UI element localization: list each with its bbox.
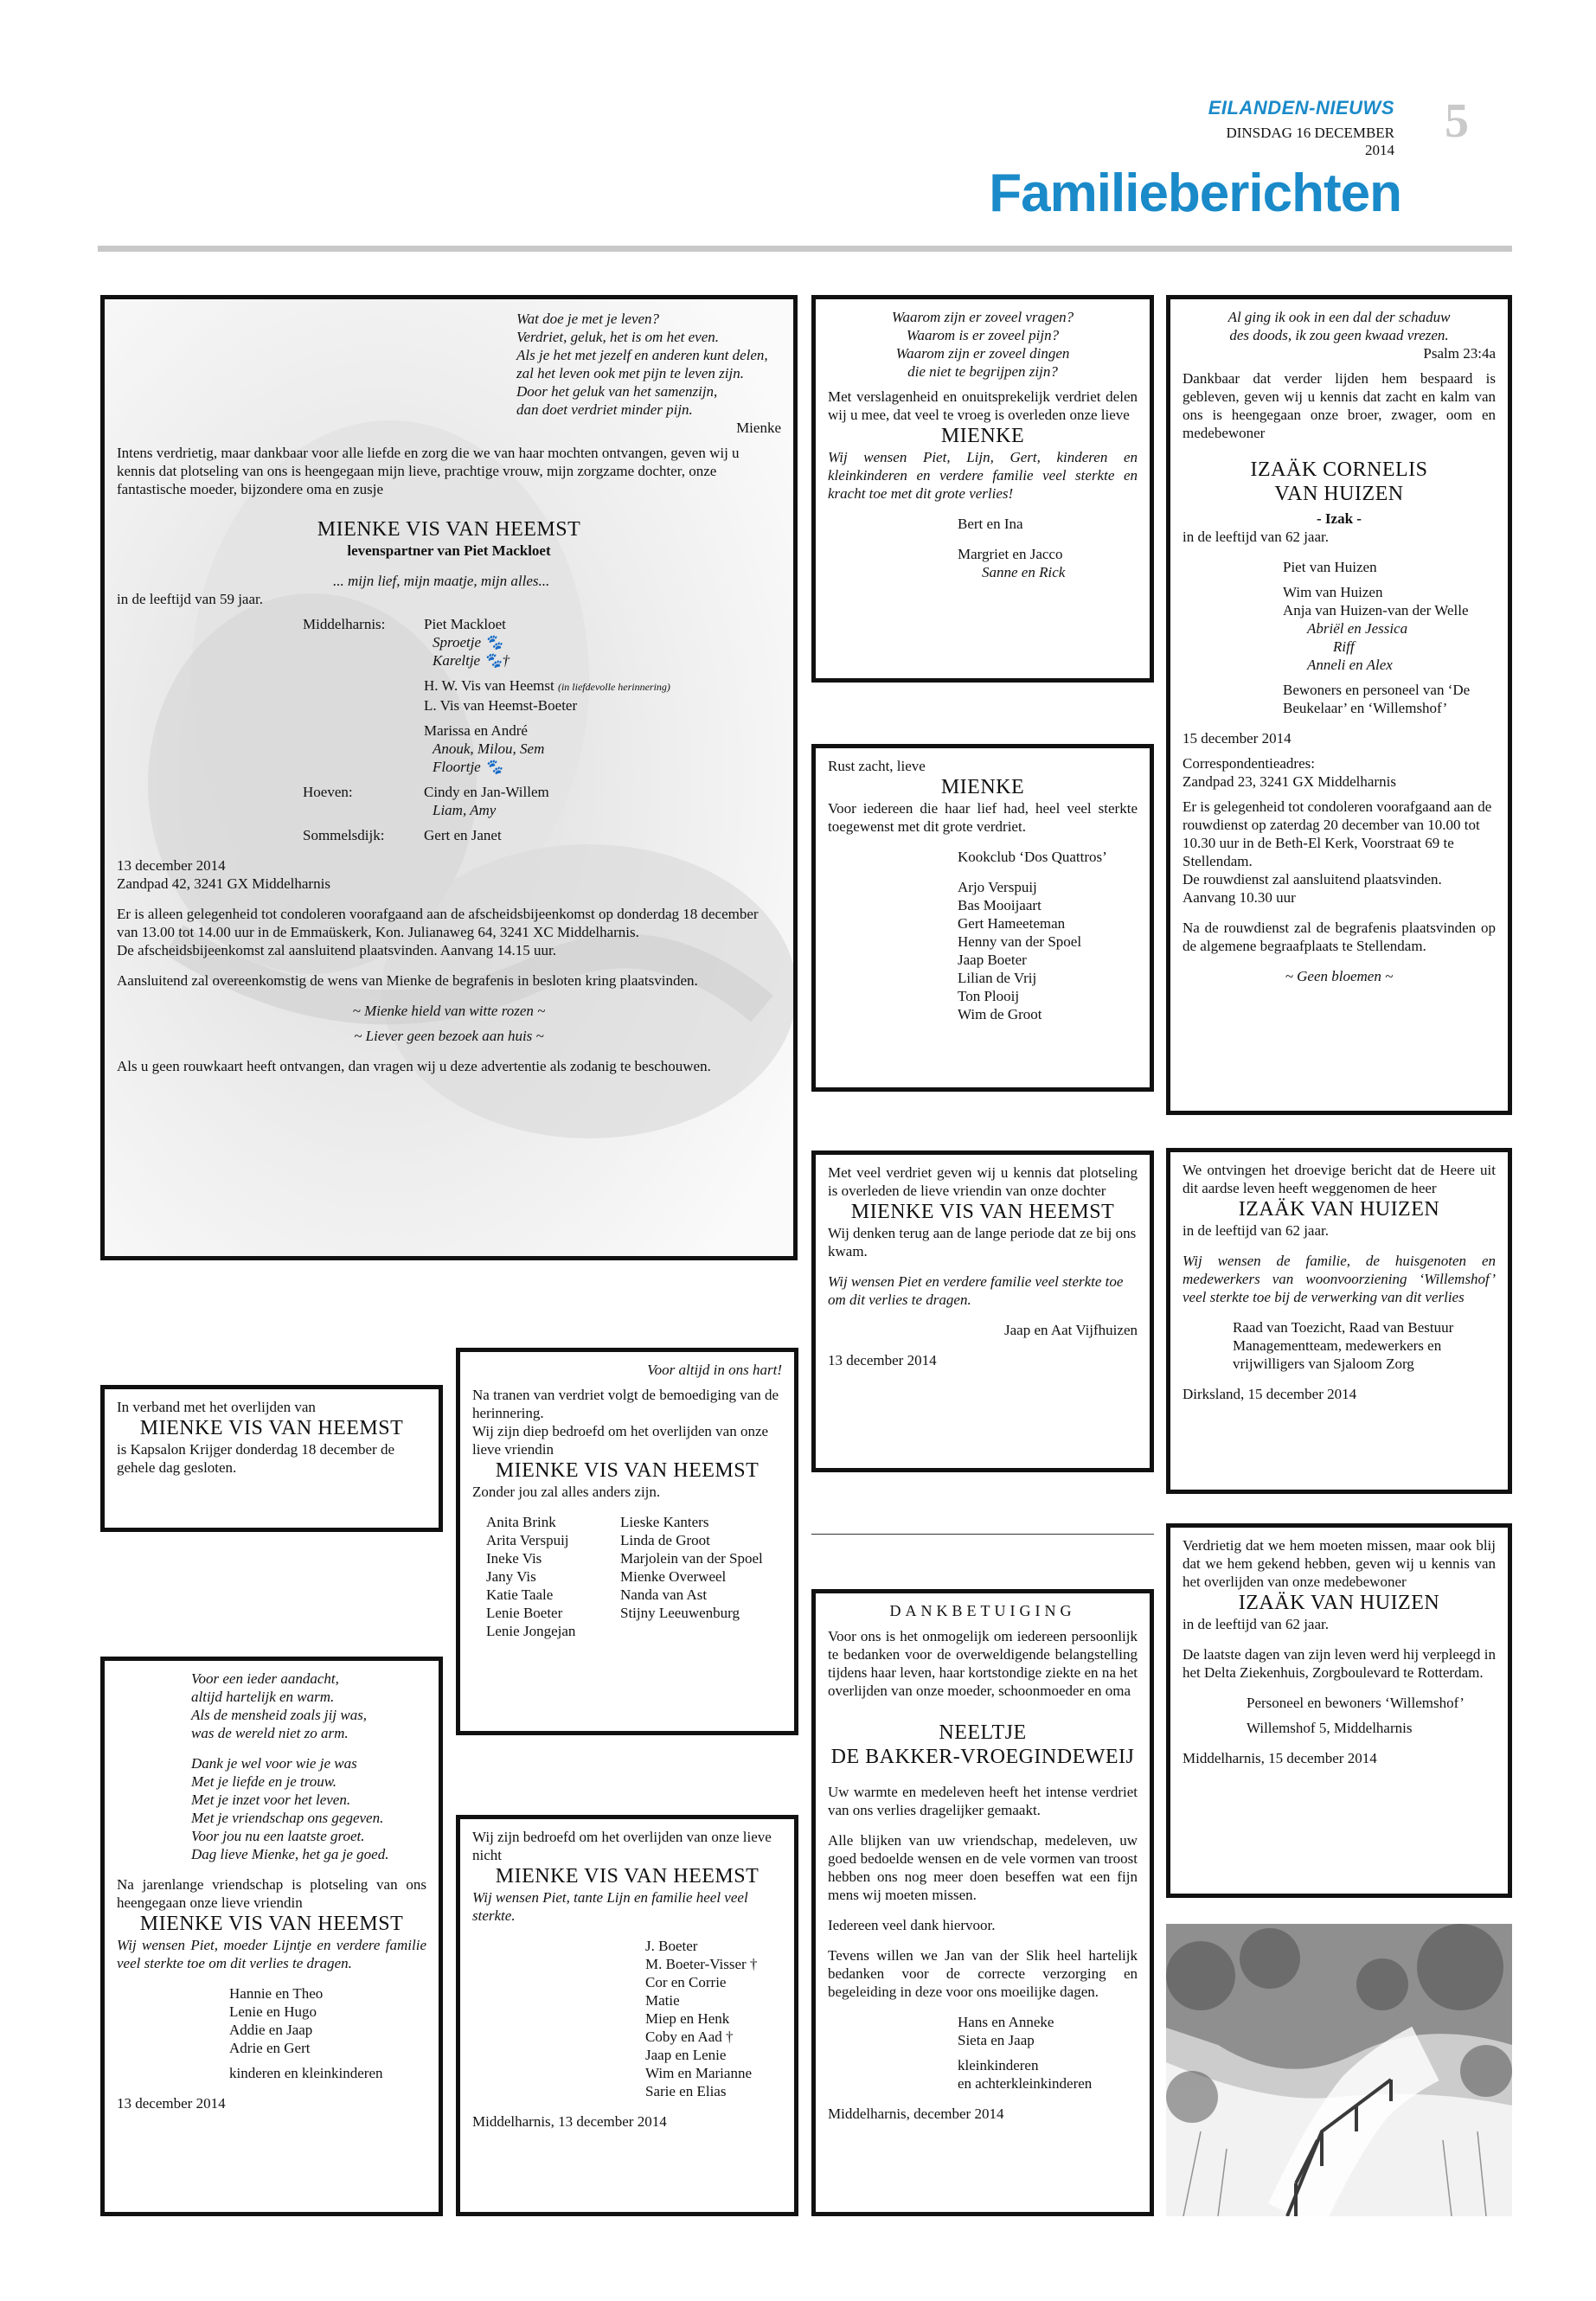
poem-line: Als de mensheid zoals jij was, — [191, 1707, 368, 1723]
address-label: Correspondentieadres: — [1183, 755, 1315, 772]
card-note: Als u geen rouwkaart heeft ontvangen, dan vragen wij u deze advertentie als zodanig te beschouwen. — [117, 1058, 711, 1074]
signer: Lenie en Hugo — [229, 2003, 317, 2020]
signer: Wim en Marianne — [645, 2065, 752, 2081]
signer: J. Boeter — [645, 1938, 698, 1954]
psalm-ref: Psalm 23:4a — [1423, 345, 1496, 362]
place-date: Middelharnis, december 2014 — [828, 2106, 1004, 2122]
family-member: Kareltje — [433, 652, 481, 669]
family-member: H. W. Vis van Heemst — [424, 677, 554, 694]
forest-path-photo — [1166, 1924, 1512, 2216]
poem-line: altijd hartelijk en warm. — [191, 1689, 335, 1705]
wish-text: Wij wensen Piet en verdere familie veel sterkte toe om dit verlies te dragen. — [828, 1273, 1124, 1308]
deceased-name: MIENKE VIS VAN HEEMST — [495, 1459, 760, 1482]
section-title: Familieberichten — [989, 163, 1401, 223]
deceased-name: IZAÄK CORNELIS — [1250, 458, 1428, 481]
quote: ... mijn lief, mijn maatje, mijn alles... — [333, 573, 550, 589]
friend-name: Stijny Leeuwenburg — [620, 1605, 740, 1621]
wish-text: Wij wensen Piet, Lijn, Gert, kinderen en kleinkinderen en verdere familie veel sterkte en kracht toe met dit grote verlies! — [828, 449, 1138, 502]
friend-name: Arita Verspuij — [486, 1532, 569, 1548]
intro-text: Verdrietig dat we hem moeten missen, maar ook blij dat we hem gekend hebben, geven wij u kennis van het overlijden van onze medebewoner — [1183, 1537, 1496, 1590]
member: Arjo Verspuij — [958, 879, 1037, 895]
date: 13 december 2014 — [117, 857, 226, 874]
poem-line: Al ging ik ook in een dal der schaduw — [1227, 309, 1451, 325]
friend-name: Marjolein van der Spoel — [620, 1550, 763, 1567]
divider — [811, 1534, 1154, 1535]
signers: Personeel en bewoners ‘Willemshof’ — [1247, 1695, 1465, 1711]
poem-line: Waarom zijn er zoveel vragen? — [891, 309, 1074, 325]
deceased-name-2: DE BAKKER-VROEGINDEWEIJ — [830, 1746, 1135, 1768]
condolence-info: Er is alleen gelegenheid tot condoleren voorafgaand aan de afscheidsbijeenkomst op donderdag 18 december van 13.00 tot 14.00 uur in de Emmaüskerk, Kon. Julianaweg 64, 3241 XC Middelharnis. — [117, 906, 759, 940]
closing-line: Zonder jou zal alles anders zijn. — [472, 1484, 661, 1500]
signer: Bert en Ina — [958, 516, 1023, 532]
poem-line: Dag lieve Mienke, het ga je goed. — [191, 1846, 389, 1862]
deceased-name: IZAÄK VAN HUIZEN — [1238, 1592, 1440, 1614]
memorial-note: (in liefdevolle herinnering) — [557, 681, 670, 693]
poem-line: Verdriet, geluk, het is om het even. — [516, 329, 719, 345]
start-time: Aanvang 10.30 uur — [1183, 889, 1296, 906]
poem-line: Waarom zijn er zoveel dingen — [895, 345, 1070, 362]
address: Zandpad 23, 3241 GX Middelharnis — [1183, 773, 1396, 790]
signers: Raad van Toezicht, Raad van Bestuur Managementteam, medewerkers en vrijwilligers van Sjaloom Zorg — [1233, 1319, 1454, 1372]
poem-line: Dank je wel voor wie je was — [191, 1755, 357, 1772]
heading: DANKBETUIGING — [889, 1602, 1076, 1619]
signer: Sieta en Jaap — [958, 2032, 1035, 2048]
date: 13 december 2014 — [117, 2095, 226, 2112]
wish-text: Wij wensen de familie, de huisgenoten en medewerkers van woonvoorziening ‘Willemshof’ veel sterkte toe bij de verwerking van dit verlies — [1183, 1253, 1496, 1305]
ad-mienke-friendship — [100, 1657, 443, 2216]
sympathy-text: Voor iedereen die haar lief had, heel veel sterkte toegewenst met dit grote verdriet. — [828, 800, 1138, 835]
family-member: Anja van Huizen-van der Welle — [1283, 602, 1469, 619]
friend-name: Anita Brink — [486, 1514, 556, 1530]
place-date: Dirksland, 15 december 2014 — [1183, 1386, 1357, 1402]
poem-line: die niet te begrijpen zijn? — [907, 363, 1058, 380]
friend-name: Lenie Jongejan — [486, 1623, 576, 1639]
closure-text: is Kapsalon Krijger donderdag 18 december de gehele dag gesloten. — [117, 1441, 394, 1476]
deceased-name: IZAÄK VAN HUIZEN — [1238, 1198, 1440, 1221]
deceased-name: MIENKE VIS VAN HEEMST — [495, 1865, 760, 1888]
ad-mienke-vijfhuizen — [811, 1150, 1154, 1472]
ad-kapsalon-krijger — [100, 1385, 443, 1532]
signer: Hans en Anneke — [958, 2014, 1054, 2030]
member: Lilian de Vrij — [958, 970, 1037, 986]
member: Jaap Boeter — [958, 952, 1027, 968]
signer: Jaap en Lenie — [645, 2047, 727, 2063]
ad-izaak-family — [1166, 295, 1512, 1115]
deceased-name: MIENKE — [940, 425, 1025, 447]
deceased-name: NEELTJE — [939, 1721, 1027, 1744]
address: Willemshof 5, Middelharnis — [1247, 1720, 1413, 1736]
deceased-name: MIENKE VIS VAN HEEMST — [139, 1417, 404, 1439]
memory-text: Wij denken terug aan de lange periode dat ze bij ons kwam. — [828, 1225, 1137, 1259]
signer: kleinkinderen — [958, 2057, 1039, 2073]
signer: Margriet en Jacco — [958, 546, 1063, 562]
no-flowers-note: ~ Geen bloemen ~ — [1285, 968, 1394, 984]
friend-name: Lieske Kanters — [620, 1514, 709, 1530]
family-member: Anneli en Alex — [1307, 657, 1393, 673]
subtitle: levenspartner van Piet Mackloet — [347, 542, 551, 559]
friend-name: Mienke Overweel — [620, 1568, 727, 1585]
poem-line: Met je vriendschap ons gegeven. — [191, 1810, 384, 1826]
friend-name: Katie Taale — [486, 1586, 554, 1603]
poem-line: Door het geluk van het samenzijn, — [516, 383, 718, 400]
poem-line: dan doet verdriet minder pijn. — [516, 401, 693, 418]
age: in de leeftijd van 59 jaar. — [117, 591, 263, 607]
signers: Jaap en Aat Vijfhuizen — [1004, 1322, 1138, 1338]
ceremony-info: De rouwdienst zal aansluitend plaatsvinden. — [1183, 871, 1442, 888]
deceased-name: MIENKE — [940, 776, 1025, 798]
family-member: Sproetje — [433, 634, 482, 651]
burial-info: Aansluitend zal overeenkomstig de wens van Mienke de begrafenis in besloten kring plaatsvinden. — [117, 972, 698, 989]
family-member: Piet van Huizen — [1283, 559, 1377, 575]
member: Bas Mooijaart — [958, 897, 1042, 913]
friend-name: Ineke Vis — [486, 1550, 542, 1567]
signer: Cor en Corrie — [645, 1974, 727, 1990]
poem-author: Mienke — [736, 420, 781, 436]
poem-line: Met je liefde en je trouw. — [191, 1773, 337, 1790]
place-label — [303, 676, 424, 715]
thanks-text: Iedereen veel dank hiervoor. — [828, 1917, 996, 1933]
intro-text: In verband met het overlijden van — [117, 1399, 316, 1415]
paw-icon: 🐾 — [484, 634, 503, 651]
place-label: Middelharnis: — [303, 616, 386, 632]
poem-line: was de wereld niet zo arm. — [191, 1725, 349, 1741]
family-member: Cindy en Jan-Willem — [424, 784, 549, 800]
place-label — [303, 721, 424, 776]
thanks-text: Uw warmte en medeleven heeft het intense verdriet van ons verlies dragelijker gemaakt. — [828, 1784, 1138, 1818]
paw-icon: 🐾 — [484, 652, 503, 669]
date: 15 december 2014 — [1183, 730, 1292, 747]
ad-izaak-sjaloom — [1166, 1148, 1512, 1494]
signer: Miep en Henk — [645, 2010, 730, 2027]
intro-text-2: Wij zijn diep bedroefd om het overlijden van onze lieve vriendin — [472, 1423, 769, 1458]
address: Zandpad 42, 3241 GX Middelharnis — [117, 875, 330, 892]
burial-info: Na de rouwdienst zal de begrafenis plaatsvinden op de algemene begraafplaats te Stellendam. — [1183, 920, 1496, 954]
signer: Sanne en Rick — [982, 564, 1066, 580]
brand-logo: EILANDEN-NIEUWS — [1208, 97, 1394, 119]
cross-icon: † — [502, 652, 510, 669]
paw-icon: 🐾 — [484, 759, 503, 775]
poem-line: Waarom is er zoveel pijn? — [906, 327, 1060, 343]
intro-text: Met verslagenheid en onuitsprekelijk verdriet delen wij u mee, dat veel te vroeg is overleden onze lieve — [828, 388, 1138, 423]
poem-line: Wat doe je met je leven? — [516, 311, 660, 327]
intro-text: We ontvingen het droevige bericht dat de Heere uit dit aardse leven heeft weggenomen de heer — [1183, 1162, 1496, 1196]
motto: Voor altijd in ons hart! — [647, 1362, 782, 1378]
member: Henny van der Spoel — [958, 933, 1082, 950]
family-member: Wim van Huizen — [1283, 584, 1383, 600]
friend-name: Jany Vis — [486, 1568, 536, 1585]
age: in de leeftijd van 62 jaar. — [1183, 1222, 1329, 1239]
nickname: - Izak - — [1317, 510, 1362, 527]
friend-name: Nanda van Ast — [620, 1586, 708, 1603]
intro-text: Voor ons is het onmogelijk om iedereen persoonlijk te bedanken voor de overweldigende belangstelling tijdens haar leven, haar kortstondige ziekte en na het overlijden van onze moeder, schoonmoeder en oma — [828, 1628, 1138, 1699]
poem-line: zal het leven ook met pijn te leven zijn. — [516, 365, 744, 381]
header-rule — [98, 246, 1512, 252]
signer: Hannie en Theo — [229, 1985, 324, 2002]
family-member: L. Vis van Heemst-Boeter — [424, 697, 578, 714]
family-member: Abriël en Jessica — [1307, 620, 1408, 637]
friend-name: Linda de Groot — [620, 1532, 710, 1548]
club-name: Kookclub ‘Dos Quattros’ — [958, 849, 1107, 865]
ad-izaak-willemshof — [1166, 1523, 1512, 1898]
poem-line: Met je inzet voor het leven. — [191, 1791, 351, 1808]
poem-line: Voor een ieder aandacht, — [191, 1670, 339, 1687]
ad-mienke-nicht — [456, 1815, 798, 2216]
member: Gert Hameeteman — [958, 915, 1066, 932]
place-date: Middelharnis, 13 december 2014 — [472, 2113, 667, 2130]
signer: en achterkleinkinderen — [958, 2075, 1093, 2092]
family-member: Piet Mackloet — [424, 616, 506, 632]
family-member: Liam, Amy — [433, 802, 497, 818]
member: Ton Plooij — [958, 988, 1020, 1004]
member: Wim de Groot — [958, 1006, 1042, 1022]
poem-line: Voor jou nu een laatste groet. — [191, 1828, 365, 1844]
residents: Bewoners en personeel van ‘De Beukelaar’ en ‘Willemshof’ — [1283, 682, 1471, 716]
intro-text: Dankbaar dat verder lijden hem bespaard is gebleven, geven wij u kennis dat zacht en kalm van ons is heengegaan onze broer, zwager, oom en medebewoner — [1183, 370, 1496, 441]
family-member: Anouk, Milou, Sem — [433, 740, 545, 757]
signer: Adrie en Gert — [229, 2040, 311, 2056]
friend-name: Lenie Boeter — [486, 1605, 563, 1621]
deceased-name: MIENKE VIS VAN HEEMST — [317, 518, 581, 541]
wish-text: Wij wensen Piet, tante Lijn en familie heel veel sterkte. — [472, 1889, 748, 1924]
intro-text: Intens verdrietig, maar dankbaar voor alle liefde en zorg die we van haar mochten ontvangen, geven wij u kennis dat plotseling van ons is heengegaan mijn lieve, prachtige vrouw, mijn zorgzame dochter, onze fantastische moeder, bijzondere oma en zusje — [117, 445, 740, 497]
roses-note: ~ Mienke hield van witte rozen ~ — [352, 1003, 546, 1019]
thanks-text: Alle blijken van uw vriendschap, medeleven, uw goed bedoelde wensen en de vele vormen van troost hebben ons nog meer doen beseffen wat een fijn mens wij moeten missen. — [828, 1832, 1138, 1903]
place-label: Hoeven: — [303, 784, 353, 800]
family-member: Gert en Janet — [424, 827, 502, 843]
signer: kinderen en kleinkinderen — [229, 2065, 383, 2081]
place-label: Sommelsdijk: — [303, 827, 385, 843]
poem-line: des doods, ik zou geen kwaad vrezen. — [1229, 327, 1449, 343]
ad-mienke-kookclub — [811, 744, 1154, 1092]
signer: M. Boeter-Visser † — [645, 1956, 758, 1972]
ad-mienke-family — [100, 295, 798, 1260]
ad-mienke-friends — [456, 1348, 798, 1735]
poem-line: Als je het met jezelf en anderen kunt delen, — [516, 347, 768, 363]
age: in de leeftijd van 62 jaar. — [1183, 529, 1329, 545]
date: 13 december 2014 — [828, 1352, 937, 1368]
intro-text: Met veel verdriet geven wij u kennis dat plotseling is overleden de lieve vriendin van onze dochter — [828, 1164, 1138, 1199]
intro-text: Rust zacht, lieve — [828, 758, 926, 774]
masthead — [1194, 97, 1394, 159]
ceremony-info: De afscheidsbijeenkomst zal aansluitend plaatsvinden. Aanvang 14.15 uur. — [117, 942, 556, 958]
intro-text: Na tranen van verdriet volgt de bemoediging van de herinnering. — [472, 1387, 779, 1421]
intro-text: Na jarenlange vriendschap is plotseling van ons heengegaan onze lieve vriendin — [117, 1876, 426, 1911]
no-visit-note: ~ Liever geen bezoek aan huis ~ — [354, 1028, 544, 1044]
age: in de leeftijd van 62 jaar. — [1183, 1616, 1329, 1632]
deceased-name: MIENKE VIS VAN HEEMST — [850, 1201, 1115, 1223]
hospital-text: De laatste dagen van zijn leven werd hij verpleegd in het Delta Ziekenhuis, Zorgboulevard te Rotterdam. — [1183, 1646, 1496, 1681]
page-number: 5 — [1445, 94, 1469, 148]
issue-date: DINSDAG 16 DECEMBER 2014 — [1226, 125, 1394, 158]
place-date: Middelharnis, 15 december 2014 — [1183, 1750, 1377, 1766]
wish-text: Wij wensen Piet, moeder Lijntje en verdere familie veel sterkte toe om dit verlies te dragen. — [117, 1937, 426, 1971]
ad-dankbetuiging — [811, 1589, 1154, 2216]
signer: Addie en Jaap — [229, 2022, 313, 2038]
family-member: Marissa en André — [424, 722, 528, 739]
deceased-name-2: VAN HUIZEN — [1274, 483, 1404, 505]
deceased-name: MIENKE VIS VAN HEEMST — [139, 1913, 404, 1935]
signer: Sarie en Elias — [645, 2083, 727, 2099]
condolence-info: Er is gelegenheid tot condoleren voorafgaand aan de rouwdienst op zaterdag 20 december van 10.00 tot 10.30 uur in de Beth-El Kerk, Voorstraat 69 te Stellendam. — [1183, 798, 1492, 869]
intro-text: Wij zijn bedroefd om het overlijden van onze lieve nicht — [472, 1829, 772, 1863]
thanks-text: Tevens willen we Jan van der Slik heel hartelijk bedanken voor de correcte verzorging en begeleiding in deze voor ons moeilijke dagen. — [828, 1947, 1138, 2000]
signer: Matie — [645, 1992, 680, 2009]
signer: Coby en Aad † — [645, 2029, 734, 2045]
ad-mienke-bert-ina — [811, 295, 1154, 683]
family-member: Riff — [1333, 638, 1355, 655]
family-member: Floortje — [433, 759, 481, 775]
